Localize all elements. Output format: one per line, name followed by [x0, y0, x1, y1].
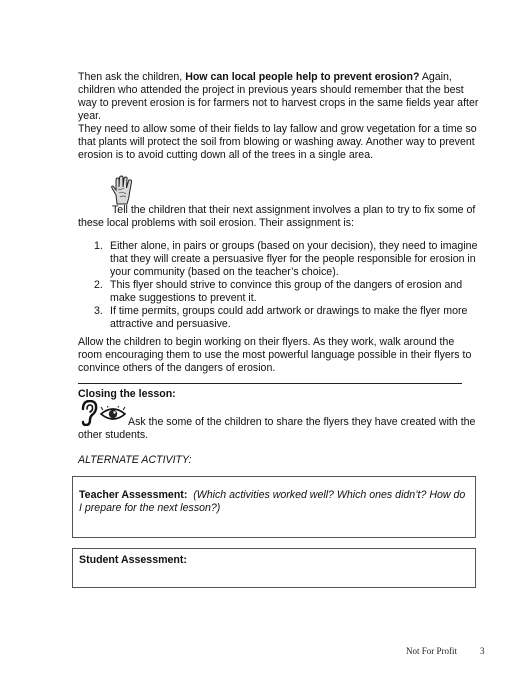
alternate-activity-heading: ALTERNATE ACTIVITY: [78, 454, 192, 466]
paragraph-prevent-erosion [78, 71, 480, 123]
closing-first-line: Ask the some of the children to share the flyers they have created with the [128, 416, 476, 428]
step-number: 1. [94, 240, 103, 252]
closing-title: Closing the lesson: [78, 388, 176, 400]
list-item [94, 305, 480, 331]
paragraph3-rest: these local problems with soil erosion. Their assignment is: [78, 217, 354, 229]
list-item [94, 279, 480, 305]
step-text: Either alone, in pairs or groups (based on your decision), they need to imagine that they will create a persuasive flyer for the people responsible for erosion in your community (based on the teacher’s choice). [110, 240, 478, 278]
closing-rest: other students. [78, 429, 149, 441]
closing-instructions [78, 416, 480, 442]
paragraph1-lead: Then ask the children, [78, 71, 186, 83]
step-number: 3. [94, 305, 103, 317]
page-number: 3 [480, 646, 485, 656]
list-item [94, 240, 480, 279]
student-assessment-box [72, 548, 476, 588]
step-text: This flyer should strive to convince this group of the dangers of erosion and make suggestions to prevent it. [110, 279, 463, 304]
teacher-assessment-prompt: (Which activities worked well? Which ones didn’t? How do I prepare for the next lesson?) [79, 489, 466, 514]
step-text: If time permits, groups could add artwork or drawings to make the flyer more attractive and persuasive. [110, 305, 468, 330]
teacher-assessment-label: Teacher Assessment: [79, 489, 188, 501]
paragraph-fallow-fields: They need to allow some of their fields to lay fallow and grow vegetation for a time so that plants will protect the soil from blowing or washing away. Another way to prevent erosion is to avoid cutting down all of the trees in a single area. [78, 123, 477, 161]
hand-icon [110, 175, 134, 205]
paragraph1-rest: Again, children who attended the project in previous years should remember that the best way to prevent erosion is for farmers not to harvest crops in the same fields year after year. [78, 71, 479, 122]
paragraph-begin-flyers: Allow the children to begin working on their flyers. As they work, walk around the room encouraging them to use the most powerful language possible in their flyers to convince others of the dangers of erosion. [78, 336, 472, 374]
section-divider [78, 383, 462, 384]
paragraph1-question: How can local people help to prevent erosion? [185, 71, 420, 83]
paragraph3-first-line: Tell the children that their next assignment involves a plan to try to fix some of [112, 204, 476, 216]
step-number: 2. [94, 279, 103, 291]
assignment-steps [94, 240, 480, 331]
student-assessment-label: Student Assessment: [79, 554, 187, 566]
teacher-assessment-box [72, 476, 476, 538]
paragraph-assignment [78, 204, 480, 230]
footer-note: Not For Profit [406, 646, 458, 656]
